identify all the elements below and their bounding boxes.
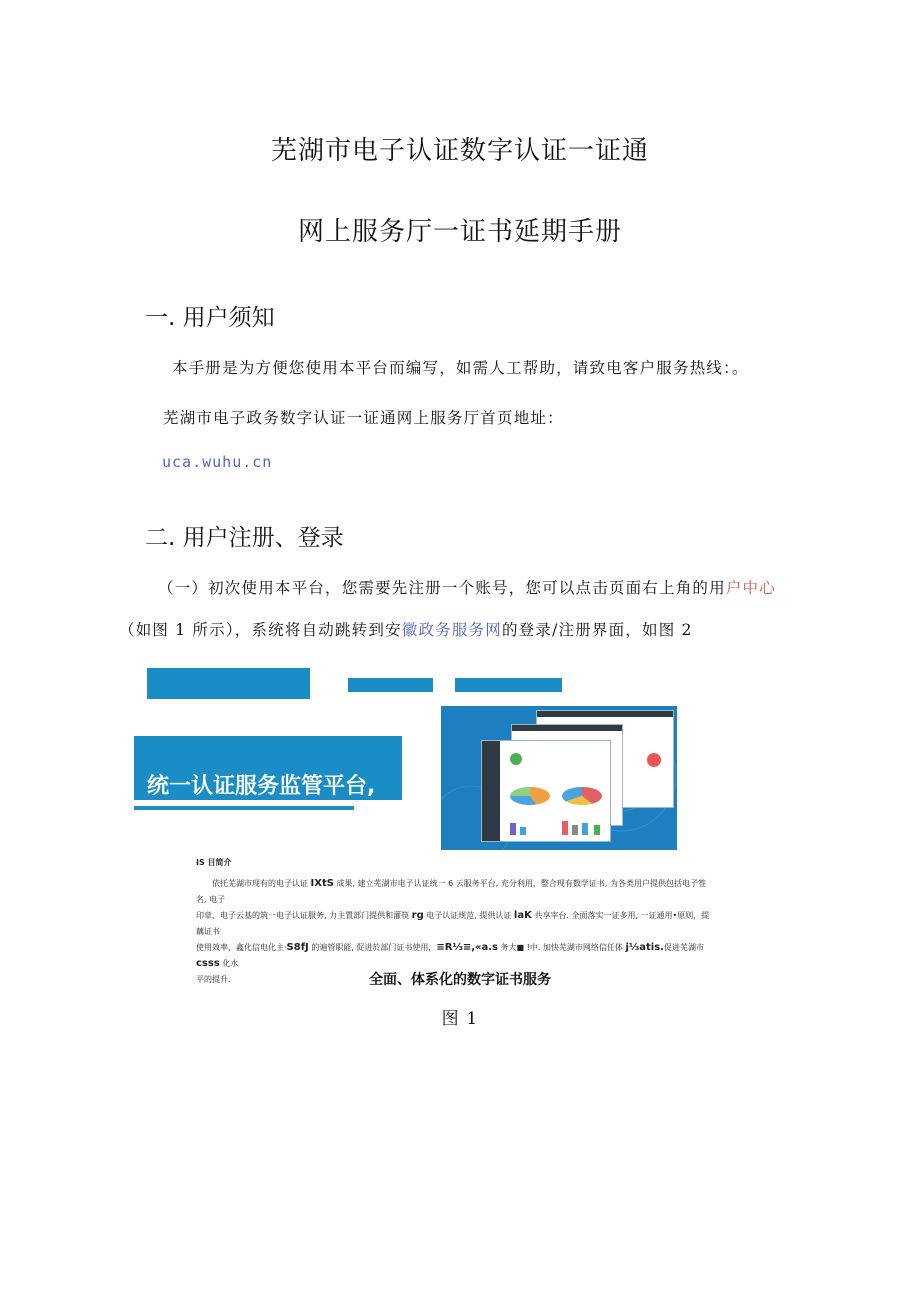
screenshot-window-middle-titlebar xyxy=(512,725,622,731)
figure-banner xyxy=(134,736,402,800)
intro-text-bold: rg xyxy=(411,910,424,921)
intro-text-bold: laK xyxy=(513,910,532,921)
screenshot-bar-1 xyxy=(510,823,516,835)
figure-intro-heading: IS 目简介 xyxy=(196,858,232,867)
section1-paragraph1: 本手册是为方便您使用本平台而编写，如需人工帮助，请致电客户服务热线：。 xyxy=(172,359,749,377)
anhui-gov-service-link[interactable]: 徽政务服务网 xyxy=(401,621,502,639)
screenshot-bar-6 xyxy=(594,825,600,835)
screenshot-bar-5 xyxy=(582,823,588,835)
user-center-link[interactable]: 户中心 xyxy=(725,579,776,597)
screenshot-status-icon xyxy=(510,753,522,765)
intro-text: 化水 xyxy=(219,959,239,968)
screenshot-window-front xyxy=(481,740,611,842)
section1-heading: 一. 用户须知 xyxy=(145,305,275,331)
figure-nav-bar-2 xyxy=(348,678,433,692)
intro-line-3 xyxy=(196,940,716,972)
section2-paragraph2-text: （如图 1 所示），系统将自动跳转到安 xyxy=(119,621,402,639)
intro-text: 印章、电子云基的筑一电子认证服务, 力主置部门提供和灌筷 xyxy=(196,911,412,920)
intro-text: 使用效率，鑫化信电化主· xyxy=(196,943,287,952)
screenshot-bar-3 xyxy=(562,821,568,835)
intro-text: 平的提升. xyxy=(196,975,231,984)
intro-line-2 xyxy=(196,908,716,940)
intro-text: 共享宰台. 全面落实一证多用, 一证通用•原则，提藕证书 xyxy=(196,911,710,936)
intro-text: 的遍管职能, 促进於部门证书使用， xyxy=(308,943,437,952)
intro-text-bold: S8fJ xyxy=(286,942,309,953)
section2-paragraph2 xyxy=(119,618,693,640)
section2-paragraph2-tail: 的登录/注册界面，如图 2 xyxy=(501,621,693,639)
document-title-line2: 网上服务厅一证书延期手册 xyxy=(297,217,622,247)
intro-line-1 xyxy=(196,876,716,908)
intro-text: 电子认证规范, 提供认证 xyxy=(423,911,514,920)
screenshot-bar-2 xyxy=(520,827,526,835)
figure-nav-bar-1 xyxy=(147,668,310,699)
intro-text: 依托芜湖市现有的电子认证 xyxy=(212,879,311,888)
screenshot-sidebar xyxy=(482,741,500,841)
figure-nav-bar-3 xyxy=(455,678,562,692)
intro-text-bold: IXtS xyxy=(310,878,334,889)
document-title-line1: 芜湖市电子认证数字认证一证通 xyxy=(270,136,649,166)
screenshot-bar-4 xyxy=(572,825,578,835)
homepage-url-link[interactable]: uca.wuhu.cn xyxy=(162,453,273,471)
intro-text: 成果, 建立芜湖市电子认证统一 6 云服务平台, 充分利用，整合现有数学证书, 为各类用户提供包括电子签名, 电子 xyxy=(196,879,706,904)
section2-paragraph1-text: （一）初次使用本平台，您需要先注册一个账号，您可以点击页面右上角的用 xyxy=(158,579,726,597)
figure-banner-text: 统一认证服务监管平台, xyxy=(147,774,376,799)
intro-text-bold: j⅓atis. xyxy=(625,942,664,953)
section2-heading: 二. 用户注册、登录 xyxy=(145,525,344,551)
intro-text: 促进芜湖市 xyxy=(663,943,704,952)
figure-banner-underline xyxy=(134,806,354,810)
intro-text-bold: ≡R⅓≡,«a.s xyxy=(436,942,498,953)
section1-paragraph2: 芜湖市电子政务数字认证一证通网上服务厅首页地址： xyxy=(163,409,564,427)
intro-text-bold: csss xyxy=(196,958,220,969)
screenshot-pie-chart-1 xyxy=(510,787,550,805)
screenshot-badge xyxy=(647,753,661,767)
figure-caption: 图 1 xyxy=(441,1009,479,1029)
intro-text: 务大■ !中. 加快芜湖市网络信任体 xyxy=(498,943,626,952)
section2-paragraph1 xyxy=(158,576,776,598)
figure-subtitle: 全面、体系化的数字证书服务 xyxy=(369,972,551,988)
screenshot-window-back-titlebar xyxy=(537,711,673,717)
platform-screenshot-image xyxy=(441,706,677,850)
screenshot-pie-chart-2 xyxy=(562,787,602,805)
